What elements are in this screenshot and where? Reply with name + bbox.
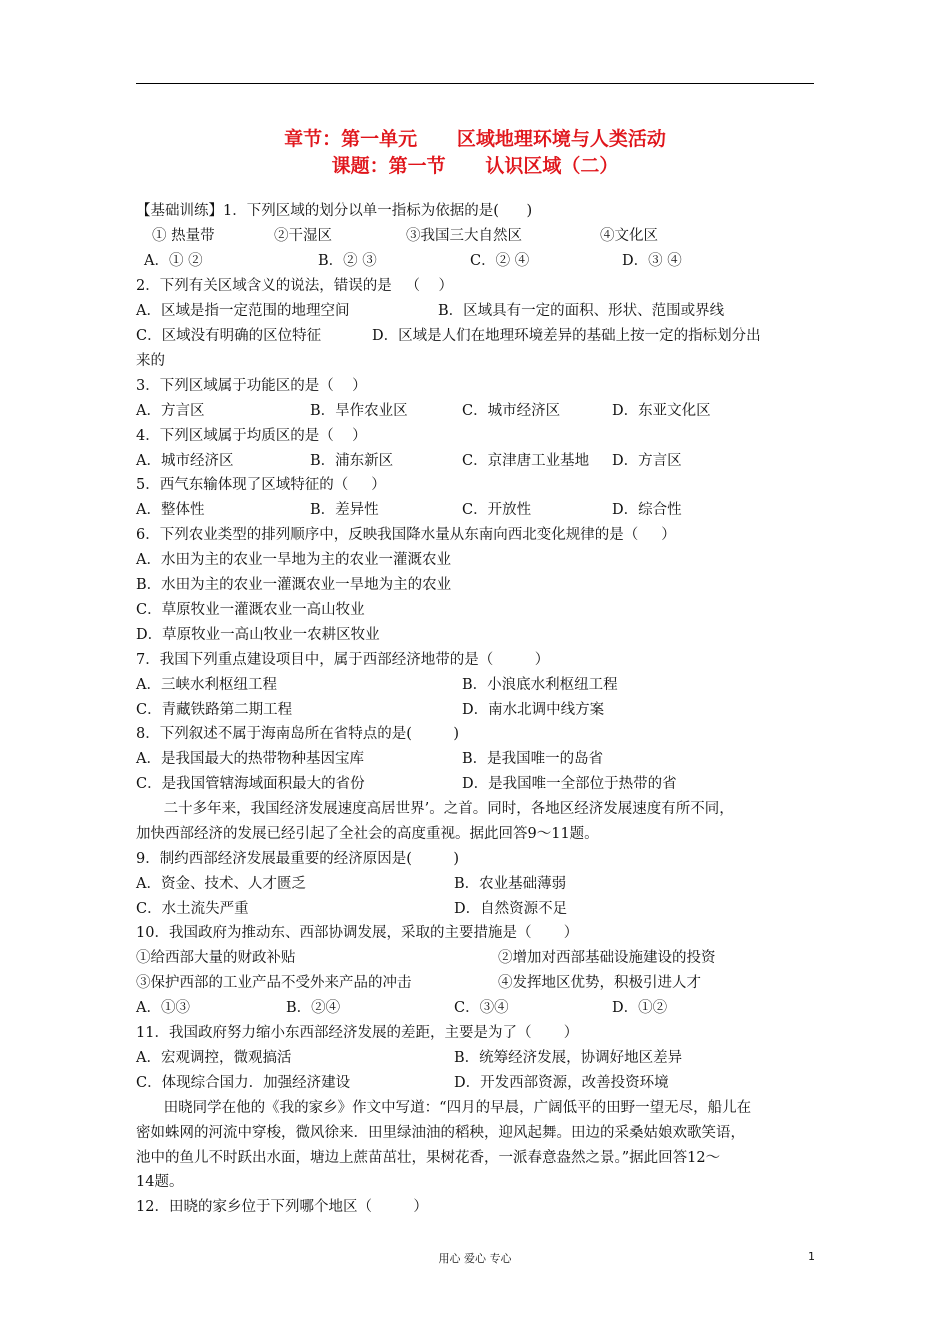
question-5-stem: 5．西气东输体现了区域特征的（ ） <box>136 477 386 493</box>
q10-item-3: ③保护西部的工业产品不受外来产品的冲击 <box>136 975 412 991</box>
question-10-stem: 10．我国政府为推动东、西部协调发展，采取的主要措施是（ ） <box>136 925 579 941</box>
question-11-stem: 11．我国政府努力缩小东西部经济发展的差距，主要是为了（ ） <box>136 1025 579 1041</box>
q5-option-c: C．开放性 <box>462 502 532 518</box>
q2-option-d-continued: 来的 <box>136 353 165 369</box>
q8-option-c: C．是我国管辖海域面积最大的省份 <box>136 776 365 792</box>
q7-option-b: B．小浪底水利枢纽工程 <box>462 677 618 693</box>
passage-1-line-2: 加快西部经济的发展已经引起了全社会的高度重视。据此回答9～11题。 <box>136 826 599 842</box>
q4-option-a: A．城市经济区 <box>136 453 234 469</box>
q4-option-d: D．方言区 <box>612 453 682 469</box>
page-number: 1 <box>808 1250 815 1263</box>
chapter-title: 章节：第一单元 区域地理环境与人类活动 <box>284 128 666 150</box>
q11-option-b: B．统筹经济发展，协调好地区差异 <box>454 1050 683 1066</box>
q9-option-d: D．自然资源不足 <box>454 901 568 917</box>
q1-option-c: C．② ④ <box>470 253 530 269</box>
q11-option-a: A．宏观调控，微观搞活 <box>136 1050 292 1066</box>
question-4-stem: 4．下列区域属于均质区的是（ ） <box>136 428 367 444</box>
q7-option-a: A．三峡水利枢纽工程 <box>136 677 277 693</box>
q1-item-4: ④文化区 <box>600 228 658 244</box>
q10-option-c: C．③④ <box>454 1000 509 1016</box>
question-9-stem: 9．制约西部经济发展最重要的经济原因是( ) <box>136 851 460 867</box>
q4-option-c: C．京津唐工业基地 <box>462 453 590 469</box>
question-12-stem: 12．田晓的家乡位于下列哪个地区（ ） <box>136 1199 428 1215</box>
q6-option-d: D．草原牧业一高山牧业一农耕区牧业 <box>136 627 380 643</box>
q9-option-c: C．水土流失严重 <box>136 901 249 917</box>
q6-option-a: A．水田为主的农业一旱地为主的农业一灌溉农业 <box>136 552 451 568</box>
question-8-stem: 8．下列叙述不属于海南岛所在省特点的是( ) <box>136 726 460 742</box>
q10-item-1: ①给西部大量的财政补贴 <box>136 950 296 966</box>
q5-option-d: D．综合性 <box>612 502 682 518</box>
q1-item-3: ③我国三大自然区 <box>406 228 522 244</box>
q9-option-b: B．农业基础薄弱 <box>454 876 567 892</box>
q10-item-4: ④发挥地区优势，积极引进人才 <box>498 975 701 991</box>
header-rule <box>136 83 814 84</box>
question-7-stem: 7．我国下列重点建设项目中，属于西部经济地带的是（ ） <box>136 652 550 668</box>
q1-option-a: A．① ② <box>144 253 203 269</box>
q1-item-1: ① 热量带 <box>152 228 215 244</box>
q8-option-d: D．是我国唯一全部位于热带的省 <box>462 776 677 792</box>
q8-option-a: A．是我国最大的热带物种基因宝库 <box>136 751 364 767</box>
lesson-title: 课题：第一节 认识区域（二） <box>331 155 619 177</box>
q2-option-b: B．区域具有一定的面积、形状、范围或界线 <box>438 303 725 319</box>
passage-2-line-3: 池中的鱼儿不时跃出水面，塘边上蔗苗茁壮，果树花香，一派春意盎然之景。”据此回答12～ <box>136 1150 721 1166</box>
q3-option-a: A．方言区 <box>136 403 205 419</box>
q6-option-c: C．草原牧业一灌溉农业一高山牧业 <box>136 602 365 618</box>
question-6-stem: 6．下列农业类型的排列顺序中，反映我国降水量从东南向西北变化规律的是（ ） <box>136 527 676 543</box>
q1-option-b: B．② ③ <box>318 253 377 269</box>
footer-slogan: 用心 爱心 专心 <box>438 1252 512 1265</box>
q11-option-c: C．体现综合国力．加强经济建设 <box>136 1075 351 1091</box>
passage-2-line-4: 14题。 <box>136 1174 184 1190</box>
q9-option-a: A．资金、技术、人才匮乏 <box>136 876 306 892</box>
q3-option-b: B．旱作农业区 <box>310 403 408 419</box>
q10-option-a: A．①③ <box>136 1000 190 1016</box>
q1-option-d: D．③ ④ <box>622 253 682 269</box>
q7-option-c: C．青藏铁路第二期工程 <box>136 702 293 718</box>
passage-2-line-2: 密如蛛网的河流中穿梭，微风徐来．田里绿油油的稻秧，迎风起舞。田边的采桑姑娘欢歌笑语， <box>136 1125 745 1141</box>
q3-option-c: C．城市经济区 <box>462 403 561 419</box>
question-3-stem: 3．下列区域属于功能区的是（ ） <box>136 378 367 394</box>
q5-option-a: A．整体性 <box>136 502 205 518</box>
passage-1-line-1: 二十多年来，我国经济发展速度高居世界’。之首。同时，各地区经济发展速度有所不同， <box>136 801 734 817</box>
q10-option-d: D．①② <box>612 1000 668 1016</box>
q10-option-b: B．②④ <box>286 1000 341 1016</box>
passage-2-line-1: 田晓同学在他的《我的家乡》作文中写道：“四月的早晨，广阔低平的田野一望无尽，船儿在 <box>136 1100 752 1116</box>
q4-option-b: B．浦东新区 <box>310 453 394 469</box>
q1-item-2: ②干湿区 <box>274 228 332 244</box>
q8-option-b: B．是我国唯一的岛省 <box>462 751 604 767</box>
q2-option-d: D．区域是人们在地理环境差异的基础上按一定的指标划分出 <box>372 328 761 344</box>
q5-option-b: B．差异性 <box>310 502 379 518</box>
q3-option-d: D．东亚文化区 <box>612 403 711 419</box>
q11-option-d: D．开发西部资源，改善投资环境 <box>454 1075 669 1091</box>
q10-item-2: ②增加对西部基础设施建设的投资 <box>498 950 716 966</box>
q6-option-b: B．水田为主的农业一灌溉农业一旱地为主的农业 <box>136 577 452 593</box>
q2-option-c: C．区域没有明确的区位特征 <box>136 328 322 344</box>
q7-option-d: D．南水北调中线方案 <box>462 702 605 718</box>
question-2-stem: 2．下列有关区域含义的说法，错误的是 （ ） <box>136 278 453 294</box>
q2-option-a: A．区域是指一定范围的地理空间 <box>136 303 350 319</box>
question-1-stem: 【基础训练】1．下列区域的划分以单一指标为依据的是( ) <box>136 203 533 219</box>
